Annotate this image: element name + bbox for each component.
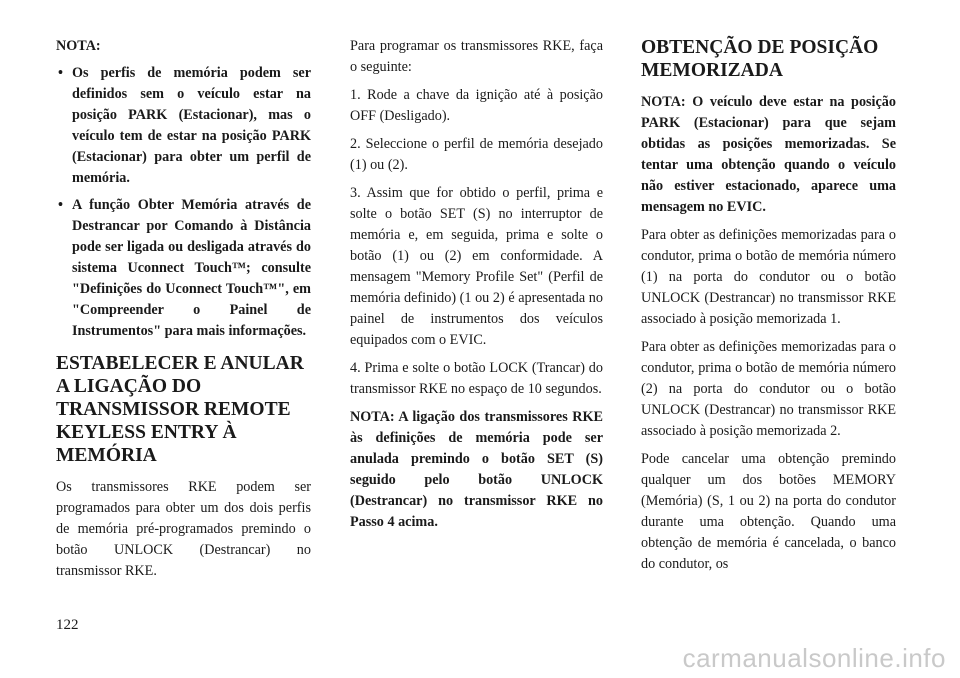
page-number: 122	[56, 617, 79, 633]
column-middle	[350, 36, 603, 540]
column-right	[641, 36, 896, 582]
paragraph: Os transmissores RKE podem ser programados para obter um dos dois perfis de memória pré-programados premindo o botão UNLOCK (Destrancar) no transmissor RKE.	[56, 479, 311, 579]
note-paragraph: NOTA: O veículo deve estar na posição PARK (Estacionar) para que sejam obtidas as posições memorizadas. Se tentar uma obtenção quando o veículo não estiver estacionado, aparece uma mensagem no EVIC.	[641, 94, 896, 215]
step-item: 4. Prima e solte o botão LOCK (Trancar) do transmissor RKE no espaço de 10 segundos.	[350, 360, 603, 397]
paragraph: Para programar os transmissores RKE, faça o seguinte:	[350, 38, 603, 75]
section-heading-memory-recall: OBTENÇÃO DE POSIÇÃO MEMORIZADA	[641, 37, 879, 81]
bullet-icon: •	[58, 197, 63, 213]
step-item: 2. Seleccione o perfil de memória desejado (1) ou (2).	[350, 136, 603, 173]
bullet-text: A função Obter Memória através de Destrancar por Comando à Distância pode ser ligada ou desligada através do sistema Uconnect Touch™; consulte "Definições do Uconnect Touch™", em "Compreender o Painel de Instrumentos" para mais informações.	[72, 197, 311, 339]
bullet-icon: •	[58, 65, 63, 81]
section-heading-rke-memory: ESTABELECER E ANULAR A LIGAÇÃO DO TRANSMISSOR REMOTE KEYLESS ENTRY À MEMÓRIA	[56, 353, 304, 466]
note-bullet-list	[56, 63, 311, 342]
paragraph: Pode cancelar uma obtenção premindo qualquer um dos botões MEMORY (Memória) (S, 1 ou 2) na porta do condutor durante uma obtenção. Quando uma obtenção de memória é cancelada, o banco do condutor, os	[641, 451, 896, 572]
paragraph: Para obter as definições memorizadas para o condutor, prima o botão de memória número (2) na porta do condutor ou o botão UNLOCK (Destrancar) no transmissor RKE associado à posição memorizada 2.	[641, 339, 896, 439]
watermark: carmanualsonline.info	[682, 643, 946, 673]
note-bullet-item	[56, 195, 311, 342]
step-item: 1. Rode a chave da ignição até à posição OFF (Desligado).	[350, 87, 603, 124]
note-label: NOTA:	[56, 38, 101, 54]
paragraph: Para obter as definições memorizadas para o condutor, prima o botão de memória número (1) na porta do condutor ou o botão UNLOCK (Destrancar) no transmissor RKE associado à posição memorizada 1.	[641, 227, 896, 327]
note-paragraph: NOTA: A ligação dos transmissores RKE às definições de memória pode ser anulada premindo o botão SET (S) seguido pelo botão UNLOCK (Destrancar) no transmissor RKE no Passo 4 acima.	[350, 409, 603, 530]
note-bullet-item	[56, 63, 311, 189]
bullet-text: Os perfis de memória podem ser definidos sem o veículo estar na posição PARK (Estacionar), mas o veículo tem de estar na posição PARK (Estacionar) para obter um perfil de memória.	[72, 65, 311, 186]
step-item: 3. Assim que for obtido o perfil, prima e solte o botão SET (S) no interruptor de memória e, em seguida, prima e solte o botão (1) ou (2) em conformidade. A mensagem "Memory Profile Set" (Perfil de memória definido) (1 ou 2) é apresentada no painel de instrumentos dos veículos equipados com o EVIC.	[350, 185, 603, 348]
column-left	[56, 36, 311, 589]
